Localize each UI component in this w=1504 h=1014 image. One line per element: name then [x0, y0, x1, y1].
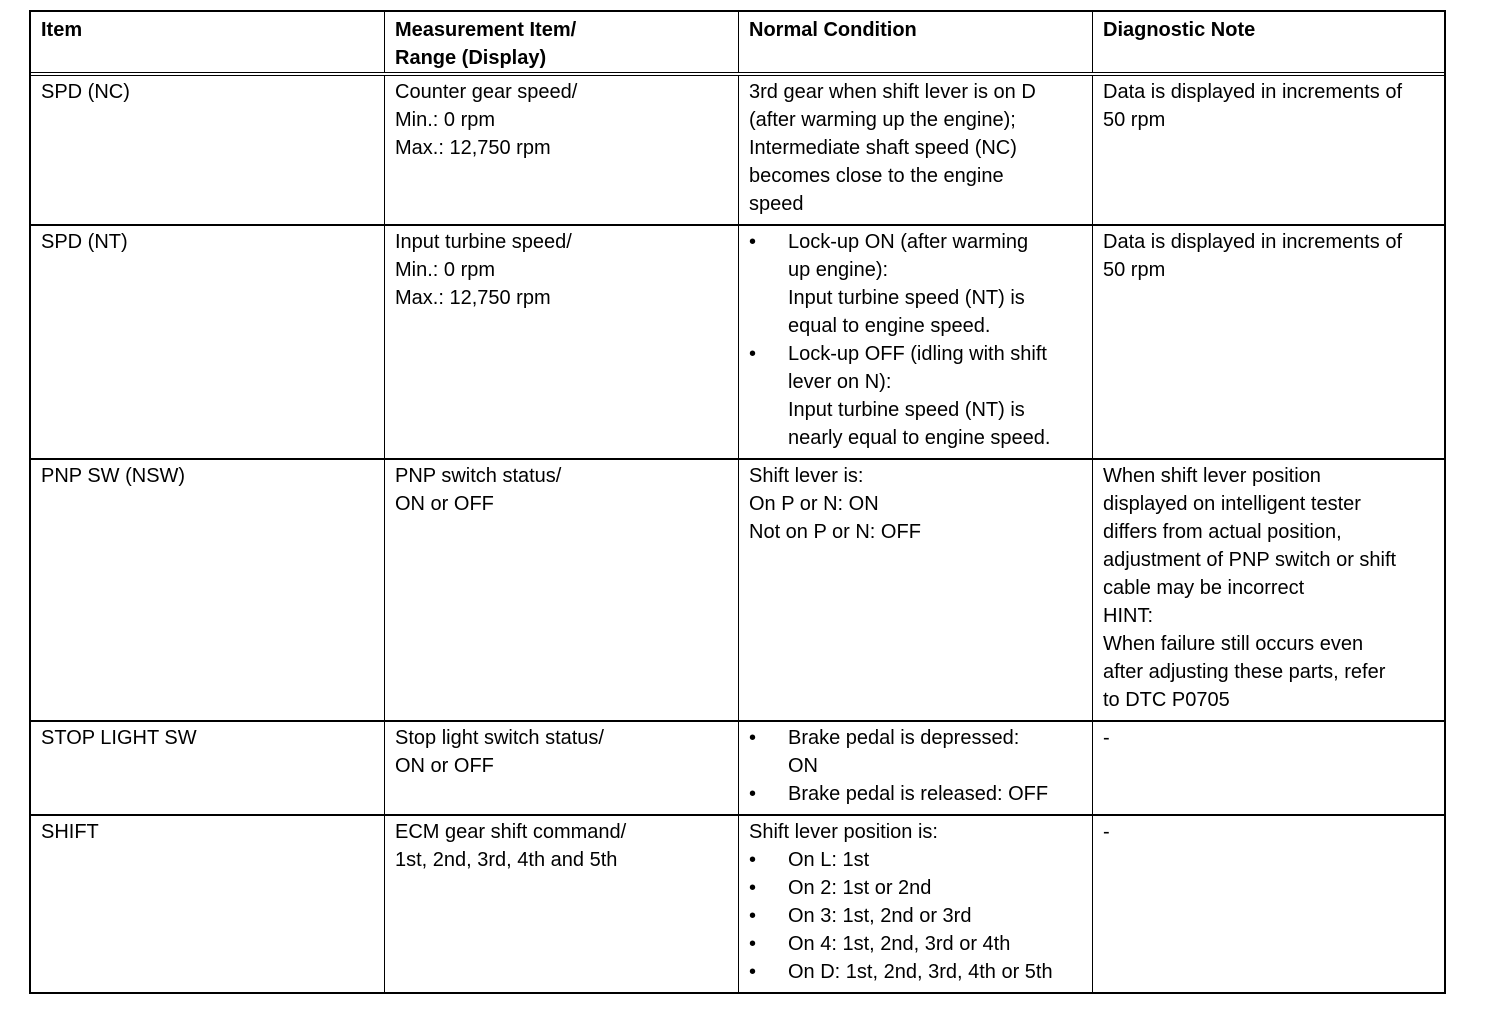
bullet-glyph: • — [749, 905, 757, 927]
note-line: 50 rpm — [1103, 259, 1166, 281]
item-name: PNP SW (NSW) — [41, 465, 186, 487]
normal-line: 3rd gear when shift lever is on D — [749, 81, 1036, 103]
measurement-line: Max.: 12,750 rpm — [395, 287, 551, 309]
normal-line: On 3: 1st, 2nd or 3rd — [788, 905, 972, 927]
normal-line: Intermediate shaft speed (NC) — [749, 137, 1017, 159]
bullet-glyph: • — [749, 343, 757, 365]
normal-line: speed — [749, 193, 804, 215]
table-header-row — [31, 12, 1444, 72]
normal-line: (after warming up the engine); — [749, 109, 1016, 131]
note-line: - — [1103, 727, 1110, 749]
measurement-line: ON or OFF — [395, 755, 494, 777]
header-measurement-label-1: Measurement Item/ — [395, 19, 577, 41]
normal-line: Shift lever position is: — [749, 821, 938, 843]
normal-line: Input turbine speed (NT) is — [788, 399, 1025, 421]
normal-line: On P or N: ON — [749, 493, 879, 515]
normal-line: Brake pedal is depressed: — [788, 727, 1020, 749]
normal-bullet-item — [749, 958, 1082, 986]
normal-line: ON — [788, 755, 818, 777]
item-cell — [31, 460, 385, 720]
measurement-line: Counter gear speed/ — [395, 81, 578, 103]
normal-bullet-item — [749, 724, 1082, 780]
normal-bullet-list — [749, 846, 1082, 986]
measurement-line: Max.: 12,750 rpm — [395, 137, 551, 159]
bullet-glyph: • — [749, 783, 757, 805]
measurement-line: Stop light switch status/ — [395, 727, 604, 749]
normal-line: Brake pedal is released: OFF — [788, 783, 1049, 805]
normal-line: On L: 1st — [788, 849, 870, 871]
normal-line: Shift lever is: — [749, 465, 864, 487]
note-line: to DTC P0705 — [1103, 689, 1230, 711]
normal-bullet-item — [749, 930, 1082, 958]
bullet-glyph: • — [749, 961, 757, 983]
table-row — [31, 722, 1444, 816]
measurement-line: PNP switch status/ — [395, 465, 562, 487]
table-row — [31, 460, 1444, 722]
diagnostic-note-cell — [1093, 76, 1444, 224]
normal-condition-cell — [739, 460, 1093, 720]
header-normal-condition — [739, 12, 1093, 72]
item-name: SPD (NT) — [41, 231, 128, 253]
measurement-cell — [385, 76, 739, 224]
note-line: Data is displayed in increments of — [1103, 81, 1403, 103]
normal-line: Not on P or N: OFF — [749, 521, 921, 543]
normal-condition-cell — [739, 226, 1093, 458]
header-diagnostic-note — [1093, 12, 1444, 72]
normal-line: On 2: 1st or 2nd — [788, 877, 932, 899]
normal-condition-cell — [739, 816, 1093, 992]
bullet-glyph: • — [749, 933, 757, 955]
bullet-glyph: • — [749, 877, 757, 899]
measurement-line: Min.: 0 rpm — [395, 259, 496, 281]
note-line: When failure still occurs even — [1103, 633, 1364, 655]
normal-condition-cell — [739, 722, 1093, 814]
item-cell — [31, 76, 385, 224]
measurement-line: Min.: 0 rpm — [395, 109, 496, 131]
normal-bullet-item — [749, 340, 1082, 452]
note-line: adjustment of PNP switch or shift — [1103, 549, 1397, 571]
note-line: after adjusting these parts, refer — [1103, 661, 1386, 683]
normal-bullet-list — [749, 724, 1082, 808]
measurement-line: Input turbine speed/ — [395, 231, 572, 253]
normal-bullet-item — [749, 902, 1082, 930]
header-measurement — [385, 12, 739, 72]
note-line: displayed on intelligent tester — [1103, 493, 1361, 515]
note-line: - — [1103, 821, 1110, 843]
normal-line: Lock-up ON (after warming — [788, 231, 1029, 253]
normal-line: On 4: 1st, 2nd, 3rd or 4th — [788, 933, 1011, 955]
note-line: cable may be incorrect — [1103, 577, 1305, 599]
diagnostic-note-cell — [1093, 460, 1444, 720]
measurement-line: ON or OFF — [395, 493, 494, 515]
normal-condition-cell — [739, 76, 1093, 224]
normal-line: lever on N): — [788, 371, 892, 393]
diagnostic-data-table — [29, 10, 1446, 994]
measurement-cell — [385, 226, 739, 458]
normal-line: equal to engine speed. — [788, 315, 991, 337]
header-item — [31, 12, 385, 72]
item-name: SPD (NC) — [41, 81, 130, 103]
diagnostic-note-cell — [1093, 722, 1444, 814]
measurement-cell — [385, 816, 739, 992]
header-normal-label: Normal Condition — [749, 19, 917, 41]
normal-line: up engine): — [788, 259, 889, 281]
header-measurement-label-2: Range (Display) — [395, 47, 547, 69]
bullet-glyph: • — [749, 727, 757, 749]
normal-bullet-item — [749, 874, 1082, 902]
bullet-glyph: • — [749, 231, 757, 253]
item-cell — [31, 226, 385, 458]
normal-line: Lock-up OFF (idling with shift — [788, 343, 1047, 365]
note-line: HINT: — [1103, 605, 1153, 627]
normal-bullet-item — [749, 228, 1082, 340]
diagnostic-note-cell — [1093, 816, 1444, 992]
normal-line: Input turbine speed (NT) is — [788, 287, 1025, 309]
normal-bullet-item — [749, 846, 1082, 874]
table-row — [31, 816, 1444, 992]
measurement-line: 1st, 2nd, 3rd, 4th and 5th — [395, 849, 618, 871]
normal-bullet-item — [749, 780, 1082, 808]
diagnostic-note-cell — [1093, 226, 1444, 458]
item-cell — [31, 816, 385, 992]
item-name: SHIFT — [41, 821, 99, 843]
bullet-glyph: • — [749, 849, 757, 871]
normal-line: becomes close to the engine — [749, 165, 1004, 187]
measurement-cell — [385, 460, 739, 720]
item-name: STOP LIGHT SW — [41, 727, 197, 749]
note-line: When shift lever position — [1103, 465, 1321, 487]
item-cell — [31, 722, 385, 814]
measurement-cell — [385, 722, 739, 814]
normal-bullet-list — [749, 228, 1082, 452]
normal-line: nearly equal to engine speed. — [788, 427, 1051, 449]
note-line: 50 rpm — [1103, 109, 1166, 131]
normal-line: On D: 1st, 2nd, 3rd, 4th or 5th — [788, 961, 1053, 983]
header-item-label: Item — [41, 19, 83, 41]
table-row — [31, 76, 1444, 226]
header-note-label: Diagnostic Note — [1103, 19, 1256, 41]
measurement-line: ECM gear shift command/ — [395, 821, 627, 843]
note-line: differs from actual position, — [1103, 521, 1342, 543]
note-line: Data is displayed in increments of — [1103, 231, 1403, 253]
table-row — [31, 226, 1444, 460]
